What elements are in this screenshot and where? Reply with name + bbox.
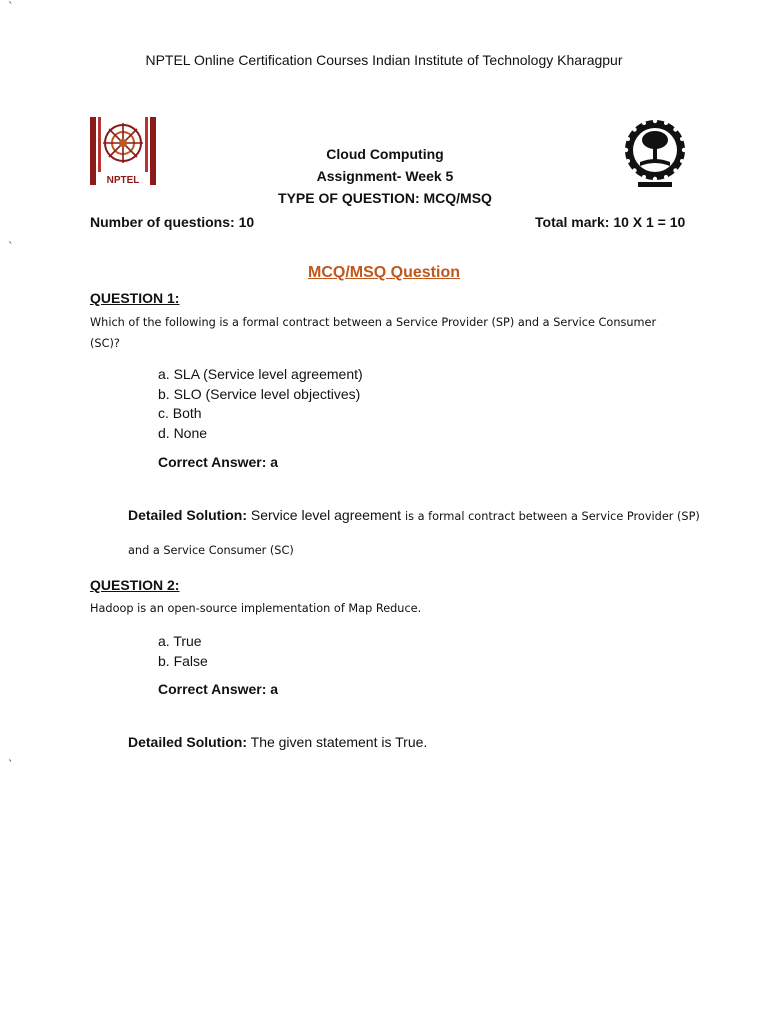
number-of-questions bbox=[90, 214, 254, 230]
option-b: b. False bbox=[158, 652, 208, 669]
total-mark: Total mark: 10 X 1 = 10 bbox=[535, 214, 686, 230]
option-b: b. SLO (Service level objectives) bbox=[158, 385, 361, 402]
number-of-questions-label: Number of questions bbox=[90, 214, 231, 230]
question-1-options bbox=[158, 365, 363, 443]
solution-text-part2: is a formal contract between a Service Provider (SP) and a Service Consumer (SC) bbox=[128, 510, 700, 557]
nptel-logo-text: NPTEL bbox=[106, 175, 140, 186]
iit-kharagpur-seal-icon bbox=[622, 118, 688, 190]
question-2-text: Hadoop is an open-source implementation of Map Reduce. bbox=[90, 602, 422, 615]
tick-mark: ` bbox=[8, 758, 14, 771]
solution-label: Detailed Solution: bbox=[128, 734, 247, 750]
tick-mark: ` bbox=[8, 240, 14, 253]
question-2-correct-answer: Correct Answer: a bbox=[158, 681, 279, 697]
question-2-heading: QUESTION 2: bbox=[90, 577, 180, 593]
number-of-questions-value: : 10 bbox=[230, 214, 255, 230]
option-c: c. Both bbox=[158, 405, 202, 421]
question-1-heading: QUESTION 1: bbox=[90, 290, 180, 306]
option-a: a. SLA (Service level agreement) bbox=[158, 366, 363, 382]
solution-text-part1: The given statement is True. bbox=[247, 734, 428, 750]
section-title: MCQ/MSQ Question bbox=[308, 264, 460, 281]
institution-header: NPTEL Online Certification Courses Indian Institute of Technology Kharagpur bbox=[145, 52, 623, 68]
option-d: d. None bbox=[158, 424, 208, 441]
tick-mark: ` bbox=[8, 0, 14, 13]
solution-text-part1: Service level agreement bbox=[247, 507, 405, 523]
question-1-correct-answer: Correct Answer: a bbox=[158, 454, 279, 470]
question-2-solution bbox=[128, 726, 708, 759]
solution-label: Detailed Solution: bbox=[128, 507, 247, 523]
question-1-solution bbox=[128, 499, 708, 567]
nptel-logo-icon bbox=[88, 115, 158, 187]
course-title: Cloud Computing bbox=[326, 146, 444, 162]
assignment-title: Assignment- Week 5 bbox=[316, 168, 454, 184]
question-1-text: Which of the following is a formal contract between a Service Provider (SP) and a Service Consumer (SC)? bbox=[90, 316, 657, 350]
question-type: TYPE OF QUESTION: MCQ/MSQ bbox=[278, 190, 492, 206]
question-2-options bbox=[158, 632, 208, 671]
option-a: a. True bbox=[158, 633, 202, 649]
